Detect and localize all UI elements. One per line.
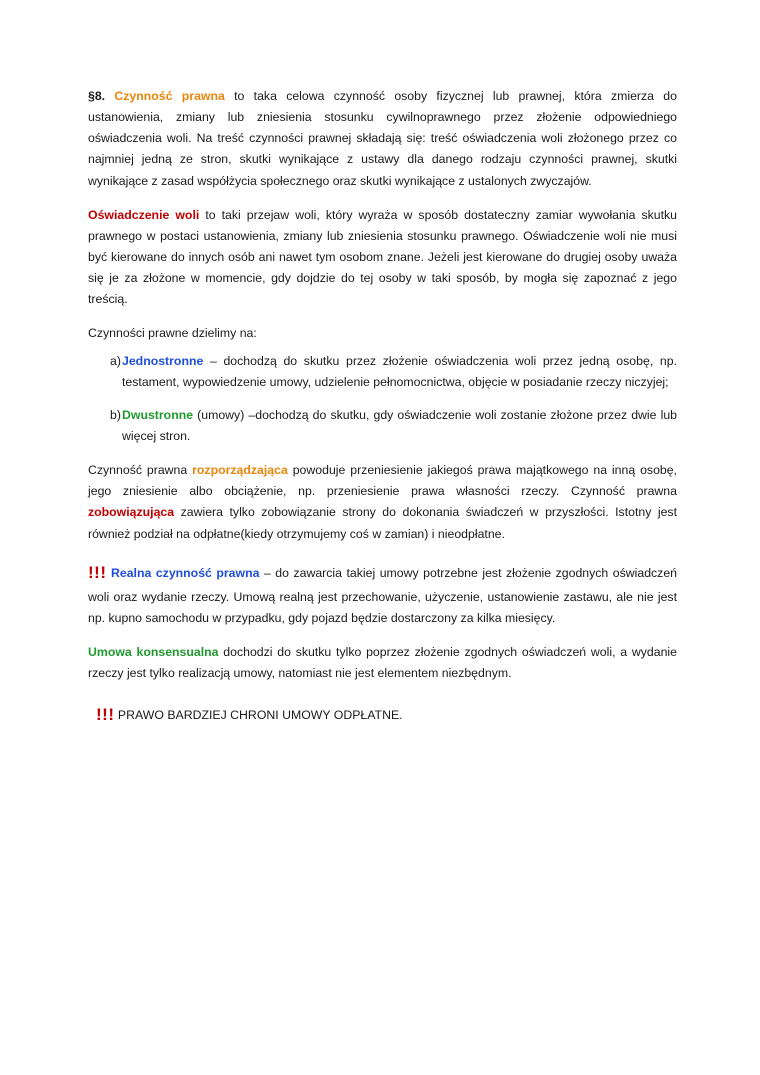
paragraph-podzial-intro <box>88 323 677 344</box>
text-run-plain: dochodzi do skutku tylko poprzez złożenie zgodnych oświadczeń woli, a wydanie rzeczy jest tylko realizacją umowy, natomiast nie jest elementem niezbędnym. <box>88 645 678 681</box>
exclamation-icon: !!! <box>96 705 115 725</box>
paragraph-oswiadczenie-woli <box>88 205 677 311</box>
list-item-marker: b) <box>110 407 121 422</box>
text-run-plain: – dochodzą do skutku przez złożenie oświadczenia woli przez jedną osobę, np. testament, wypowiedzenie umowy, udzielenie pełnomocnictwa, objęcie w posiadanie rzeczy niczyjej; <box>122 353 677 389</box>
text-run-bangs: !!! <box>88 562 107 582</box>
text-run-orange: rozporządzająca <box>192 463 288 478</box>
text-run-plain: to taka celowa czynność osoby fizycznej lub prawnej, która zmierza do ustanowienia, zmiany lub zniesienia stosunku cywilnoprawnego przez złożenie odpowiedniego oświadczenia woli. Na treść czynności prawnej składają się: treść oświadczenia woli złożonego przez co najmniej jedną ze stron, skutki wynikające z ustawy dla danego rodzaju czynności prawnej, skutki wynikające z zasad współżycia społecznego oraz skutki wynikające z ustalonych zwyczajów. <box>88 89 677 188</box>
paragraph-umowa-konsensualna <box>88 642 677 684</box>
list-item-text <box>122 405 677 447</box>
final-note-text: PRAWO BARDZIEJ CHRONI UMOWY ODPŁATNE. <box>114 708 403 723</box>
text-run-plain: (umowy) –dochodzą do skutku, gdy oświadczenie woli zostanie złożone przez dwie lub więcej stron. <box>122 407 677 443</box>
list-item <box>88 351 677 393</box>
text-run-blue: Realna czynność prawna <box>111 565 260 580</box>
text-run-blue: Jednostronne <box>122 353 204 368</box>
czynnosci-prawne-list <box>88 351 677 448</box>
final-note <box>88 700 677 729</box>
text-run-plain: to taki przejaw woli, który wyraża w sposób dostateczny zamiar wywołania skutku prawnego w postaci ustanowienia, zmiany lub zniesienia stosunku prawnego. Oświadczenie woli nie musi być kierowane do innych osób ani nawet tym osobom znane. Jeżeli jest kierowane do drugiej osoby uważa się je za złożone w momencie, gdy dojdzie do tej osoby w taki sposób, by mogła się zapoznać z jego treścią. <box>88 207 678 307</box>
paragraph-realna-czynnosc <box>88 558 677 630</box>
text-run-red: zobowiązująca <box>88 505 175 520</box>
list-item-text <box>122 351 677 393</box>
list-item <box>88 405 677 447</box>
text-run-plain: – do zawarcia takiej umowy potrzebne jest złożenie zgodnych oświadczeń woli oraz wydanie rzeczy. Umową realną jest przechowanie, użyczenie, ustanowienie zastawu, ale nie jest np. kupno samochodu w przypadku, gdy pojazd będzie dostarczony za kilka miesięcy. <box>88 565 678 626</box>
text-run-bold: §8. <box>88 89 106 103</box>
text-run-red: Oświadczenie woli <box>88 207 200 222</box>
text-run-orange: Czynność prawna <box>114 89 225 103</box>
text-run-plain: powoduje przeniesienie jakiegoś prawa majątkowego na inną osobę, jego zniesienie albo obciążenie, np. przeniesienie prawa własności rzeczy. Czynność prawna <box>88 463 677 499</box>
paragraph-rozporzadzajaca <box>88 460 677 545</box>
text-run-plain: zawiera tylko zobowiązanie strony do dokonania świadczeń w przyszłości. Istotny jest również podział na odpłatne(kiedy otrzymujemy coś w zamian) i nieodpłatne. <box>88 505 677 541</box>
text-run-plain: Czynność prawna <box>88 463 193 478</box>
text-run-plain: Czynności prawne dzielimy na: <box>88 326 257 341</box>
text-run-green: Umowa konsensualna <box>88 645 219 660</box>
text-run-plain <box>105 89 114 103</box>
text-run-green: Dwustronne <box>122 407 194 422</box>
list-item-marker: a) <box>110 353 121 368</box>
paragraph-czynnosc-prawna <box>88 86 677 192</box>
